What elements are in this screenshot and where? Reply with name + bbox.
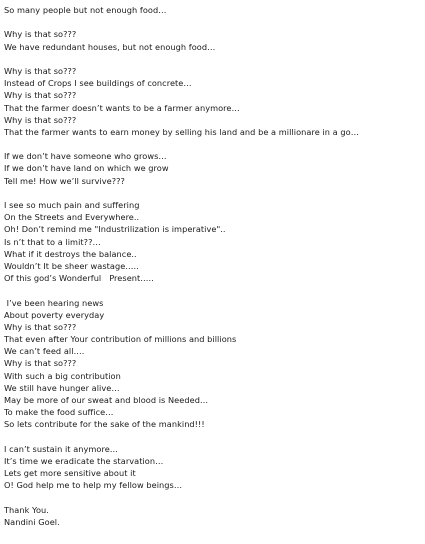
poem-line: Nandini Goel. — [4, 516, 60, 527]
poem-line: I see so much pain and suffering — [4, 200, 140, 210]
poem-line: We have redundant houses, but not enough food… — [4, 41, 216, 52]
poem-line: Why is that so??? — [4, 90, 77, 101]
poem-line: Lets get more sensitive about it — [4, 468, 136, 479]
poem-line: We can’t feed all…. — [4, 346, 85, 357]
poem-line: I can’t sustain it anymore… — [4, 443, 119, 454]
poem-line: Why is that so??? — [4, 358, 77, 369]
poem-line: That even after Your contribution of millions and billions — [4, 334, 237, 345]
poem-line: About poverty everyday — [4, 309, 105, 320]
poem-stanza — [4, 504, 422, 528]
poem-stanza — [4, 4, 422, 16]
poem-line: If we don’t have land on which we grow — [4, 163, 169, 174]
poem-line: If we don’t have someone who grows… — [4, 151, 167, 162]
poem-line: So lets contribute for the sake of the mankind!!! — [4, 419, 205, 430]
poem-line: Wouldn’t It be sheer wastage….. — [4, 260, 139, 271]
poem-stanza — [4, 65, 422, 138]
poem-line: On the Streets and Everywhere.. — [4, 212, 140, 223]
poem-line: Thank You. — [4, 504, 49, 515]
poem-line: Is n’t that to a limit??… — [4, 236, 101, 247]
poem-line: Of this god’s Wonderful Present….. — [4, 273, 154, 284]
poem-line: Why is that so??? — [4, 29, 77, 40]
poem-line: Why is that so??? — [4, 65, 77, 76]
poem-stanza — [4, 150, 422, 187]
poem-line: With such a big contribution — [4, 370, 121, 381]
poem-stanza — [4, 28, 422, 52]
poem-line: Why is that so??? — [4, 114, 77, 125]
poem-line: May be more of our sweat and blood is Needed… — [4, 395, 209, 405]
poem-line: We still have hunger alive… — [4, 382, 120, 393]
poem-line: I’ve been hearing news — [4, 297, 104, 308]
poem-line: Why is that so??? — [4, 321, 77, 332]
poem-line: What if it destroys the balance.. — [4, 248, 137, 259]
poem-line: To make the food suffice… — [4, 407, 114, 418]
poem-line: That the farmer doesn’t wants to be a farmer anymore… — [4, 102, 240, 113]
poem-stanza — [4, 443, 422, 492]
poem-line: So many people but not enough food… — [4, 5, 167, 15]
poem-line: It’s time we eradicate the starvation… — [4, 455, 164, 466]
poem-line: That the farmer wants to earn money by selling his land and be a millionare in a go… — [4, 126, 359, 137]
poem-line: Instead of Crops I see buildings of concrete… — [4, 78, 192, 89]
poem-stanza — [4, 297, 422, 431]
poem-line: Oh! Don’t remind me "Industrilization is imperative".. — [4, 224, 226, 235]
poem-line: O! God help me to help my fellow beings… — [4, 480, 183, 491]
poem-line: Tell me! How we’ll survive??? — [4, 175, 125, 186]
poem-document — [4, 4, 422, 528]
poem-stanza — [4, 199, 422, 284]
